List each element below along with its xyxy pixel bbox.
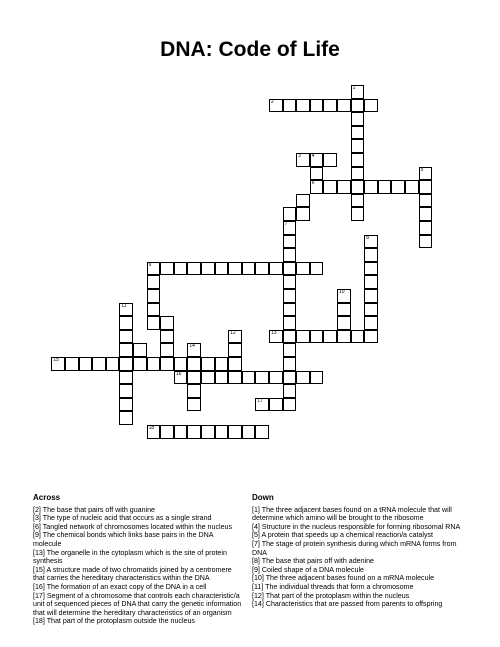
crossword-cell[interactable] [323,180,337,194]
clue-text: The type of nucleic acid that occurs as a single strand [42,514,212,523]
clue-number: 9 [148,261,152,268]
crossword-cell[interactable] [419,221,433,235]
crossword-cell[interactable] [364,275,378,289]
crossword-cell[interactable] [351,194,365,208]
crossword-cell[interactable] [364,180,378,194]
clue-number: 11 [121,302,127,309]
crossword-cell[interactable] [310,371,324,385]
crossword-cell[interactable] [296,153,310,167]
clue-label: [9] [33,531,41,540]
crossword-cell[interactable] [187,371,201,385]
crossword-cell[interactable] [255,425,269,439]
clue-item [252,506,464,523]
clue-label: [12] [252,591,264,600]
crossword-cell[interactable] [228,357,242,371]
down-clues [252,494,464,609]
crossword-cell[interactable] [119,303,133,317]
clue-item [33,592,243,618]
clue-item [33,531,243,548]
clue-text: A protein that speeds up a chemical reaction/a catalyst [261,531,434,540]
crossword-cell[interactable] [228,262,242,276]
clue-item [252,566,464,575]
crossword-cell[interactable] [296,262,310,276]
clue-number: 13 [271,329,277,336]
clue-label: [17] [33,591,45,600]
crossword-cell[interactable] [296,99,310,113]
clue-item [252,523,464,532]
crossword-cell[interactable] [174,425,188,439]
crossword-cell[interactable] [269,371,283,385]
clue-number: 5 [420,166,424,173]
crossword-cell[interactable] [255,262,269,276]
crossword-cell[interactable] [160,425,174,439]
clue-number: 4 [311,153,315,159]
crossword-cell[interactable] [160,330,174,344]
crossword-cell[interactable] [147,303,161,317]
page-title: DNA: Code of Life [160,38,340,61]
clue-item [33,566,243,583]
clue-item [252,600,464,609]
crossword-cell[interactable] [351,85,365,99]
crossword-cell[interactable] [119,398,133,412]
crossword-cell[interactable] [283,275,297,289]
crossword-cell[interactable] [174,357,188,371]
crossword-cell[interactable] [351,112,365,126]
clue-number: 1 [352,85,356,91]
crossword-cell[interactable] [310,262,324,276]
clue-label: [16] [33,582,45,591]
crossword-cell[interactable] [364,99,378,113]
crossword-cell[interactable] [269,330,283,344]
crossword-cell[interactable] [283,357,297,371]
crossword-cell[interactable] [147,275,161,289]
clue-number: 10 [339,289,345,295]
crossword-cell[interactable] [119,330,133,344]
clue-text: That part of the protoplasm outside the nucleus [46,617,195,626]
clue-item [33,617,243,626]
crossword-cell[interactable] [323,330,337,344]
crossword-cell[interactable] [351,180,365,194]
clue-text: Characteristics that are passed from parents to offspring [265,600,443,609]
crossword-cell[interactable] [187,357,201,371]
crossword-cell[interactable] [51,357,65,371]
crossword-cell[interactable] [283,207,297,221]
clue-number: 18 [148,425,155,431]
crossword-cell[interactable] [419,235,433,249]
clue-item [33,523,243,532]
crossword-cell[interactable] [323,99,337,113]
crossword-cell[interactable] [119,371,133,385]
across-clues [33,494,243,626]
crossword-cell[interactable] [269,398,283,412]
crossword-cell[interactable] [364,235,378,249]
clue-label: [1] [252,505,260,514]
crossword-cell[interactable] [187,425,201,439]
crossword-cell[interactable] [296,371,310,385]
clue-number: 12 [230,329,236,336]
crossword-cell[interactable] [133,343,147,357]
crossword-cell[interactable] [119,384,133,398]
crossword-cell[interactable] [228,330,242,344]
crossword-cell[interactable] [337,99,351,113]
crossword-cell[interactable] [106,357,120,371]
crossword-cell[interactable] [147,357,161,371]
clue-label: [6] [33,522,41,531]
crossword-cell[interactable] [201,425,215,439]
clue-text: The stage of protein synthesis during which mRNA forms from DNA [252,539,457,557]
clue-label: [18] [33,617,45,626]
crossword-cell[interactable] [283,99,297,113]
crossword-cell[interactable] [283,303,297,317]
clue-label: [10] [252,574,264,583]
clue-item [252,592,464,601]
crossword-cell[interactable] [242,425,256,439]
clue-item [33,506,243,515]
clue-number: 3 [298,153,301,159]
clue-label: [15] [33,565,45,574]
crossword-cell[interactable] [310,167,324,181]
crossword-cell[interactable] [269,99,283,113]
crossword-cell[interactable] [378,180,392,194]
clue-label: [11] [252,582,264,591]
crossword-cell[interactable] [296,330,310,344]
clue-text: The base that pairs off with guanine [42,505,155,514]
crossword-cell[interactable] [351,153,365,167]
crossword-cell[interactable] [79,357,93,371]
across-heading: Across [33,493,61,502]
clue-number: 8 [366,234,369,241]
crossword-cell[interactable] [351,139,365,153]
crossword-cell[interactable] [337,316,351,330]
crossword-cell[interactable] [364,262,378,276]
clue-item [252,557,464,566]
crossword-cell[interactable] [323,153,337,167]
crossword-cell[interactable] [419,207,433,221]
crossword-cell[interactable] [351,99,365,113]
crossword-cell[interactable] [119,343,133,357]
clue-text: The base that pairs off with adenine [261,557,374,566]
clue-label: [4] [252,522,260,531]
clue-label: [7] [252,539,260,548]
crossword-cell[interactable] [351,126,365,140]
crossword-cell[interactable] [283,235,297,249]
crossword-cell[interactable] [364,330,378,344]
clue-text: The three adjacent bases found on a tRNA molecule that will determine which amino will be brought to the ribosome [252,505,452,523]
crossword-cell[interactable] [283,384,297,398]
crossword-cell[interactable] [133,357,147,371]
crossword-cell[interactable] [405,180,419,194]
clue-text: A structure made of two chromatids joined by a centromere that carries the hereditary characteristics within the DNA [33,565,232,583]
clue-number: 14 [189,343,195,350]
clue-text: The chemical bonds which links base pairs in the DNA molecule [33,531,214,548]
crossword-cell[interactable] [201,371,215,385]
clue-item [33,514,243,523]
clue-number: 6 [311,180,315,187]
clue-number: 2 [271,98,274,105]
clue-number: 7 [284,221,288,227]
clue-label: [3] [33,514,41,523]
crossword-cell[interactable] [419,194,433,208]
crossword-cell[interactable] [228,343,242,357]
crossword-cell[interactable] [160,316,174,330]
clue-number: 17 [257,397,263,404]
clue-text: The individual threads that form a chromosome [265,582,414,591]
crossword-cell[interactable] [255,398,269,412]
crossword-cell[interactable] [147,316,161,330]
clue-text: Coiled shape of a DNA molecule [261,565,365,574]
crossword-cell[interactable] [147,262,161,276]
crossword-cell[interactable] [147,425,161,439]
crossword-cell[interactable] [310,180,324,194]
crossword-cell[interactable] [65,357,79,371]
clue-item [252,540,464,557]
crossword-cell[interactable] [242,371,256,385]
crossword-cell[interactable] [160,262,174,276]
clue-item [33,549,243,566]
clue-text: The three adjacent bases found on a mRNA molecule [265,574,435,583]
crossword-cell[interactable] [119,316,133,330]
crossword-cell[interactable] [351,167,365,181]
crossword-cell[interactable] [364,303,378,317]
clue-item [33,583,243,592]
crossword-cell[interactable] [283,330,297,344]
crossword-cell[interactable] [283,343,297,357]
crossword-cell[interactable] [187,262,201,276]
crossword-cell[interactable] [296,207,310,221]
crossword-cell[interactable] [119,411,133,425]
clue-label: [5] [252,531,260,540]
crossword-cell[interactable] [228,425,242,439]
crossword-cell[interactable] [337,303,351,317]
crossword-cell[interactable] [201,357,215,371]
crossword-cell[interactable] [269,262,283,276]
crossword-cell[interactable] [92,357,106,371]
crossword-cell[interactable] [215,425,229,439]
crossword-cell[interactable] [187,398,201,412]
crossword-cell[interactable] [283,316,297,330]
clue-text: Segment of a chromosome that controls each characteristic/a unit of sequenced pieces of DNA that carry the genetic information that will determine the hereditary characteristics of an organism [33,591,242,617]
crossword-cell[interactable] [174,371,188,385]
crossword-cell[interactable] [255,371,269,385]
clue-item [252,574,464,583]
clue-number: 15 [53,357,59,363]
crossword-cell[interactable] [283,398,297,412]
crossword-cell[interactable] [351,207,365,221]
clue-label: [8] [252,557,260,566]
clue-label: [14] [252,600,264,609]
crossword-cell[interactable] [215,357,229,371]
clue-label: [2] [33,505,41,514]
clue-text: The organelle in the cytoplasm which is the site of protein synthesis [33,548,227,566]
crossword-cell[interactable] [187,384,201,398]
down-heading: Down [252,493,274,502]
crossword-cell[interactable] [364,248,378,262]
crossword-cell[interactable] [419,180,433,194]
crossword-cell[interactable] [283,289,297,303]
crossword-cell[interactable] [296,194,310,208]
crossword-cell[interactable] [283,221,297,235]
crossword-cell[interactable] [310,153,324,167]
clue-text: Structure in the nucleus responsible for forming ribosomal RNA [261,522,461,531]
crossword-cell[interactable] [160,343,174,357]
crossword-cell[interactable] [283,262,297,276]
crossword-cell[interactable] [364,316,378,330]
crossword-cell[interactable] [215,371,229,385]
crossword-cell[interactable] [242,262,256,276]
crossword-cell[interactable] [119,357,133,371]
crossword-cell[interactable] [215,262,229,276]
crossword-cell[interactable] [337,330,351,344]
crossword-cell[interactable] [160,357,174,371]
crossword-cell[interactable] [310,330,324,344]
crossword-cell[interactable] [364,289,378,303]
crossword-cell[interactable] [419,167,433,181]
across-clue-list [33,506,243,626]
crossword-cell[interactable] [228,371,242,385]
clue-label: [13] [33,548,45,557]
clue-item [252,531,464,540]
clue-text: Tangled network of chromosomes located within the nucleus [42,522,233,531]
crossword-cell[interactable] [337,180,351,194]
crossword-cell[interactable] [337,289,351,303]
crossword-cell[interactable] [351,330,365,344]
clue-item [252,583,464,592]
crossword-cell[interactable] [201,262,215,276]
clue-text: That part of the protoplasm within the nucleus [265,591,410,600]
crossword-cell[interactable] [310,99,324,113]
crossword-cell[interactable] [391,180,405,194]
crossword-cell[interactable] [174,262,188,276]
clue-text: The formation of an exact copy of the DNA in a cell [46,582,207,591]
clue-label: [9] [252,565,260,574]
crossword-cell[interactable] [187,343,201,357]
clue-number: 16 [175,370,182,377]
crossword-cell[interactable] [283,248,297,262]
crossword-cell[interactable] [283,371,297,385]
crossword-cell[interactable] [147,289,161,303]
down-clue-list [252,506,464,609]
